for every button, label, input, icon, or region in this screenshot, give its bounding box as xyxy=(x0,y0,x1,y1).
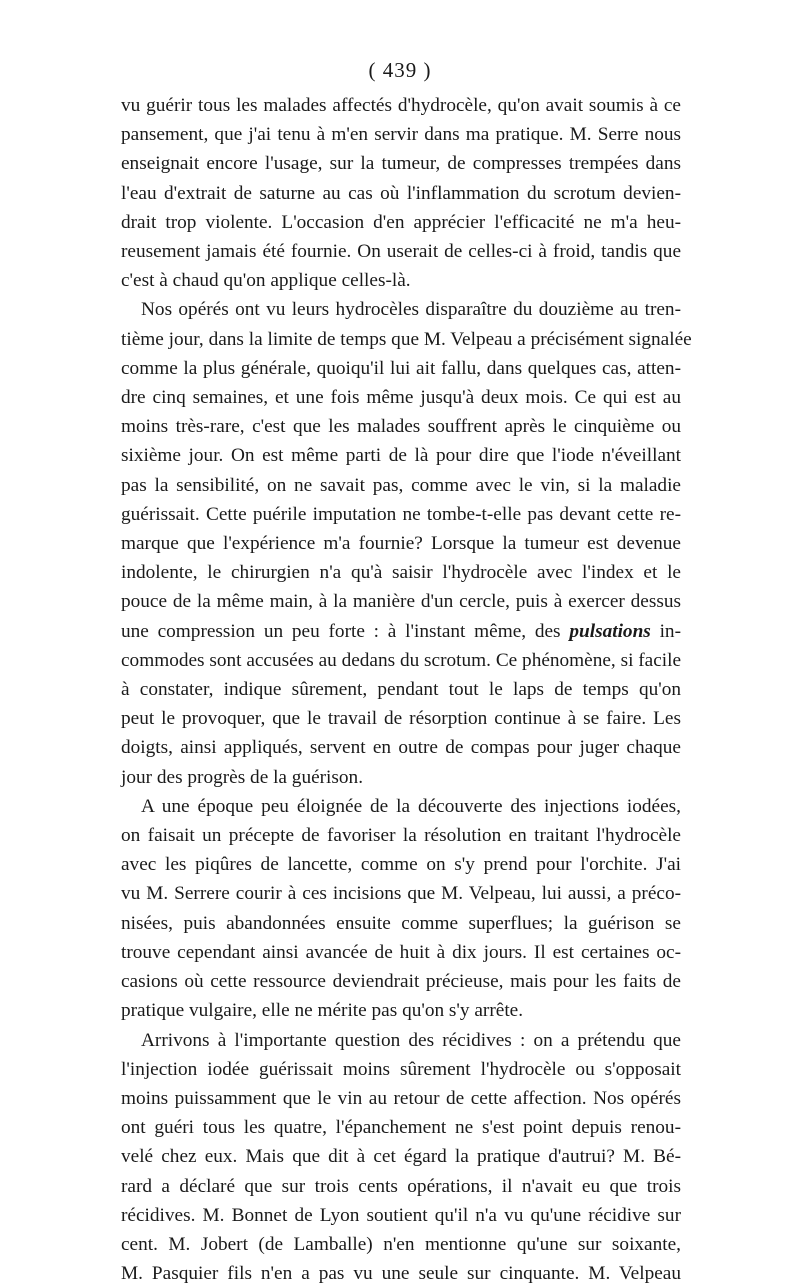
text-line: A une époque peu éloignée de la découverte des injections iodées, xyxy=(121,792,681,821)
text-line: Nos opérés ont vu leurs hydrocèles disparaître du douzième au tren- xyxy=(121,295,681,324)
text-line: M. Pasquier fils n'en a pas vu une seule sur cinquante. M. Velpeau xyxy=(121,1259,681,1288)
text-line: enseignait encore l'usage, sur la tumeur, de compresses trempées dans xyxy=(121,149,681,178)
text-line: une compression un peu forte : à l'instant même, des pulsations in- xyxy=(121,617,681,646)
text-line: guérissait. Cette puérile imputation ne tombe-t-elle pas devant cette re- xyxy=(121,500,681,529)
text-line: velé chez eux. Mais que dit à cet égard la pratique d'autrui? M. Bé- xyxy=(121,1142,681,1171)
text-line: Arrivons à l'importante question des récidives : on a prétendu que xyxy=(121,1026,681,1055)
text-line: récidives. M. Bonnet de Lyon soutient qu'il n'a vu qu'une récidive sur xyxy=(121,1201,681,1230)
text-line: casions où cette ressource deviendrait précieuse, mais pour les faits de xyxy=(121,967,681,996)
text-line: doigts, ainsi appliqués, servent en outre de compas pour juger chaque xyxy=(121,733,681,762)
text-line: l'injection iodée guérissait moins sûrement l'hydrocèle ou s'opposait xyxy=(121,1055,681,1084)
paragraph xyxy=(121,91,681,295)
text-line: avec les piqûres de lancette, comme on s'y prend pour l'orchite. J'ai xyxy=(121,850,681,879)
text-line: indolente, le chirurgien n'a qu'à saisir l'hydrocèle avec l'index et le xyxy=(121,558,681,587)
text-line: vu M. Serrere courir à ces incisions que M. Velpeau, lui aussi, a préco- xyxy=(121,879,681,908)
text-line: comme la plus générale, quoiqu'il lui ait fallu, dans quelques cas, atten- xyxy=(121,354,681,383)
text-line: marque que l'expérience m'a fournie? Lorsque la tumeur est devenue xyxy=(121,529,681,558)
page-number: ( 439 ) xyxy=(0,58,800,83)
text-line: cent. M. Jobert (de Lamballe) n'en mentionne qu'une sur soixante, xyxy=(121,1230,681,1259)
text-line: tième jour, dans la limite de temps que M. Velpeau a précisément signalée xyxy=(121,325,681,354)
text-line: moins très-rare, c'est que les malades souffrent après le cinquième ou xyxy=(121,412,681,441)
paragraph xyxy=(121,792,681,1026)
text-line: drait trop violente. L'occasion d'en apprécier l'efficacité ne m'a heu- xyxy=(121,208,681,237)
text-line: vu guérir tous les malades affectés d'hydrocèle, qu'on avait soumis à ce xyxy=(121,91,681,120)
text-line: c'est à chaud qu'on applique celles-là. xyxy=(121,266,681,295)
text-line: ont guéri tous les quatre, l'épanchement ne s'est point depuis renou- xyxy=(121,1113,681,1142)
text-line: pas la sensibilité, on ne savait pas, comme avec le vin, si la maladie xyxy=(121,471,681,500)
text-line: pouce de la même main, à la manière d'un cercle, puis à exercer dessus xyxy=(121,587,681,616)
text-line: on faisait un précepte de favoriser la résolution en traitant l'hydrocèle xyxy=(121,821,681,850)
text-line: jour des progrès de la guérison. xyxy=(121,763,681,792)
text-line: l'eau d'extrait de saturne au cas où l'inflammation du scrotum devien- xyxy=(121,179,681,208)
text-line: reusement jamais été fournie. On userait de celles-ci à froid, tandis que xyxy=(121,237,681,266)
text-line: peut le provoquer, que le travail de résorption continue à se faire. Les xyxy=(121,704,681,733)
text-line: pratique vulgaire, elle ne mérite pas qu'on s'y arrête. xyxy=(121,996,681,1025)
text-line: sixième jour. On est même parti de là pour dire que l'iode n'éveillant xyxy=(121,441,681,470)
text-line: pansement, que j'ai tenu à m'en servir dans ma pratique. M. Serre nous xyxy=(121,120,681,149)
text-line: commodes sont accusées au dedans du scrotum. Ce phénomène, si facile xyxy=(121,646,681,675)
emphasized-word: pulsations xyxy=(569,621,650,642)
text-line: trouve cependant ainsi avancée de huit à dix jours. Il est certaines oc- xyxy=(121,938,681,967)
text-line: dre cinq semaines, et une fois même jusqu'à deux mois. Ce qui est au xyxy=(121,383,681,412)
body-text xyxy=(121,91,681,1288)
paragraph xyxy=(121,295,681,791)
text-line: à constater, indique sûrement, pendant tout le laps de temps qu'on xyxy=(121,675,681,704)
paragraph xyxy=(121,1026,681,1288)
text-line: moins puissamment que le vin au retour de cette affection. Nos opérés xyxy=(121,1084,681,1113)
text-line: nisées, puis abandonnées ensuite comme superflues; la guérison se xyxy=(121,909,681,938)
text-line: rard a déclaré que sur trois cents opérations, il n'avait eu que trois xyxy=(121,1172,681,1201)
